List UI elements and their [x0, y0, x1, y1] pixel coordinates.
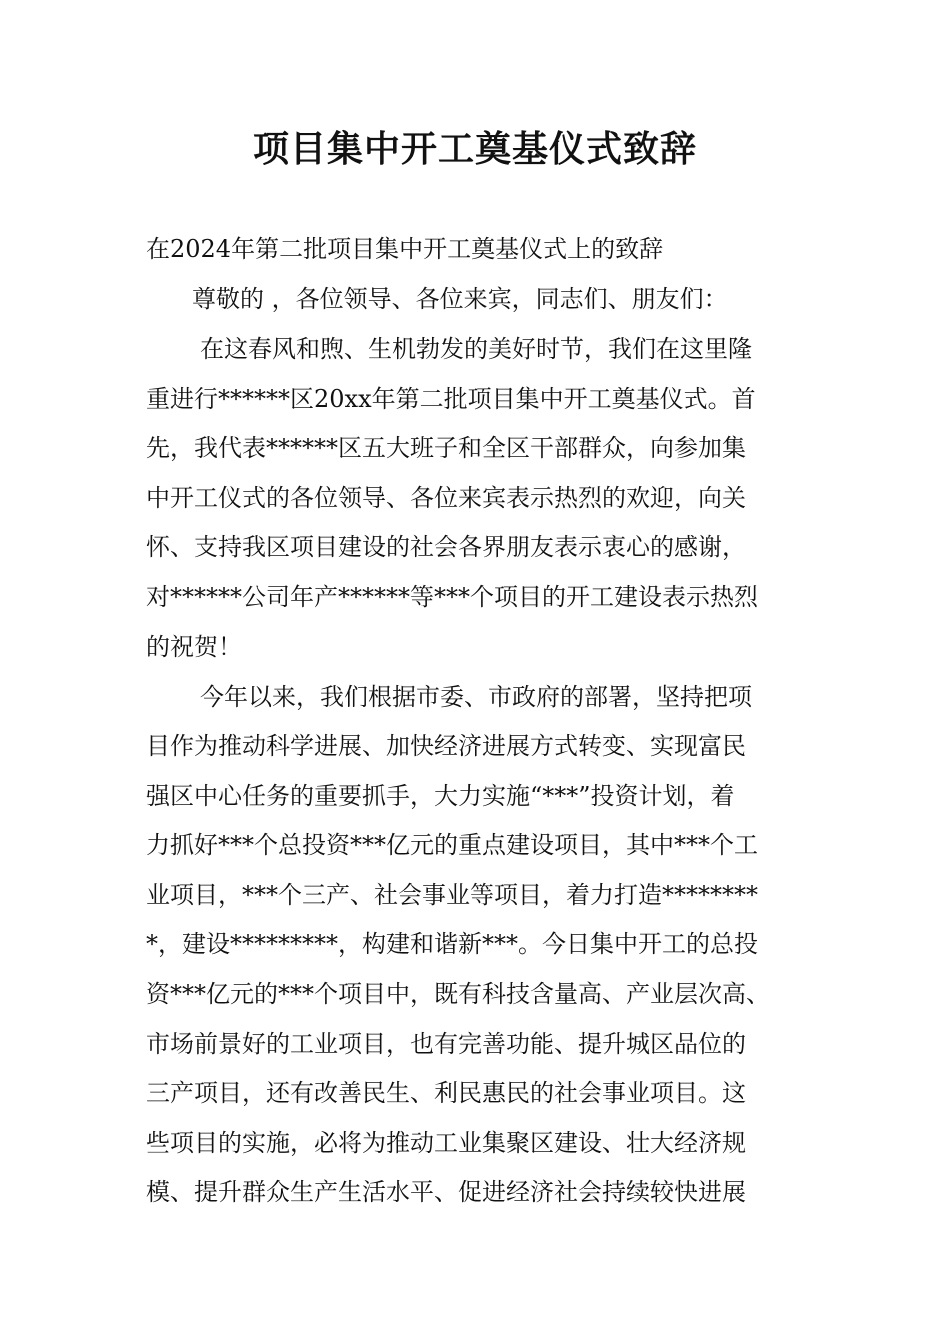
paragraph-1-line-7: 的祝贺！: [146, 633, 242, 661]
document-title: 项目集中开工奠基仪式致辞: [252, 129, 697, 170]
paragraph-2-line-1: 今年以来，我们根据市委、市政府的部署，坚持把项: [200, 683, 752, 711]
paragraph-2-line-5: 业项目，***个三产、社会事业等项目，着力打造********: [146, 881, 758, 909]
paragraph-1-line-5: 怀、支持我区项目建设的社会各界朋友表示衷心的感谢，: [146, 533, 746, 561]
paragraph-1-line-4: 中开工仪式的各位领导、各位来宾表示热烈的欢迎，向关: [146, 484, 746, 512]
paragraph-1-line-1: 在这春风和煦、生机勃发的美好时节，我们在这里隆: [200, 335, 752, 363]
paragraph-2-line-3: 强区中心任务的重要抓手，大力实施“***”投资计划，着: [146, 782, 735, 810]
paragraph-2-line-8: 市场前景好的工业项目，也有完善功能、提升城区品位的: [146, 1030, 746, 1058]
paragraph-2-line-11: 模、提升群众生产生活水平、促进经济社会持续较快进展: [146, 1178, 746, 1206]
document-subtitle: 在2024年第二批项目集中开工奠基仪式上的致辞: [146, 235, 664, 263]
paragraph-2-line-9: 三产项目，还有改善民生、利民惠民的社会事业项目。这: [146, 1079, 746, 1107]
paragraph-2-line-4: 力抓好***个总投资***亿元的重点建设项目，其中***个工: [146, 831, 758, 859]
salutation: 尊敬的 ，各位领导、各位来宾，同志们、朋友们：: [192, 285, 728, 313]
paragraph-2-line-6: *，建设*********，构建和谐新***。今日集中开工的总投: [146, 930, 758, 958]
paragraph-1-line-2: 重进行******区20xx年第二批项目集中开工奠基仪式。首: [146, 385, 756, 413]
paragraph-2-line-2: 目作为推动科学进展、加快经济进展方式转变、实现富民: [146, 732, 746, 760]
paragraph-2-line-10: 些项目的实施，必将为推动工业集聚区建设、壮大经济规: [146, 1129, 746, 1157]
paragraph-2-line-7: 资***亿元的***个项目中，既有科技含量高、产业层次高、: [146, 980, 770, 1008]
paragraph-1-line-3: 先，我代表******区五大班子和全区干部群众，向参加集: [146, 434, 746, 462]
paragraph-1-line-6: 对******公司年产******等***个项目的开工建设表示热烈: [146, 583, 758, 611]
